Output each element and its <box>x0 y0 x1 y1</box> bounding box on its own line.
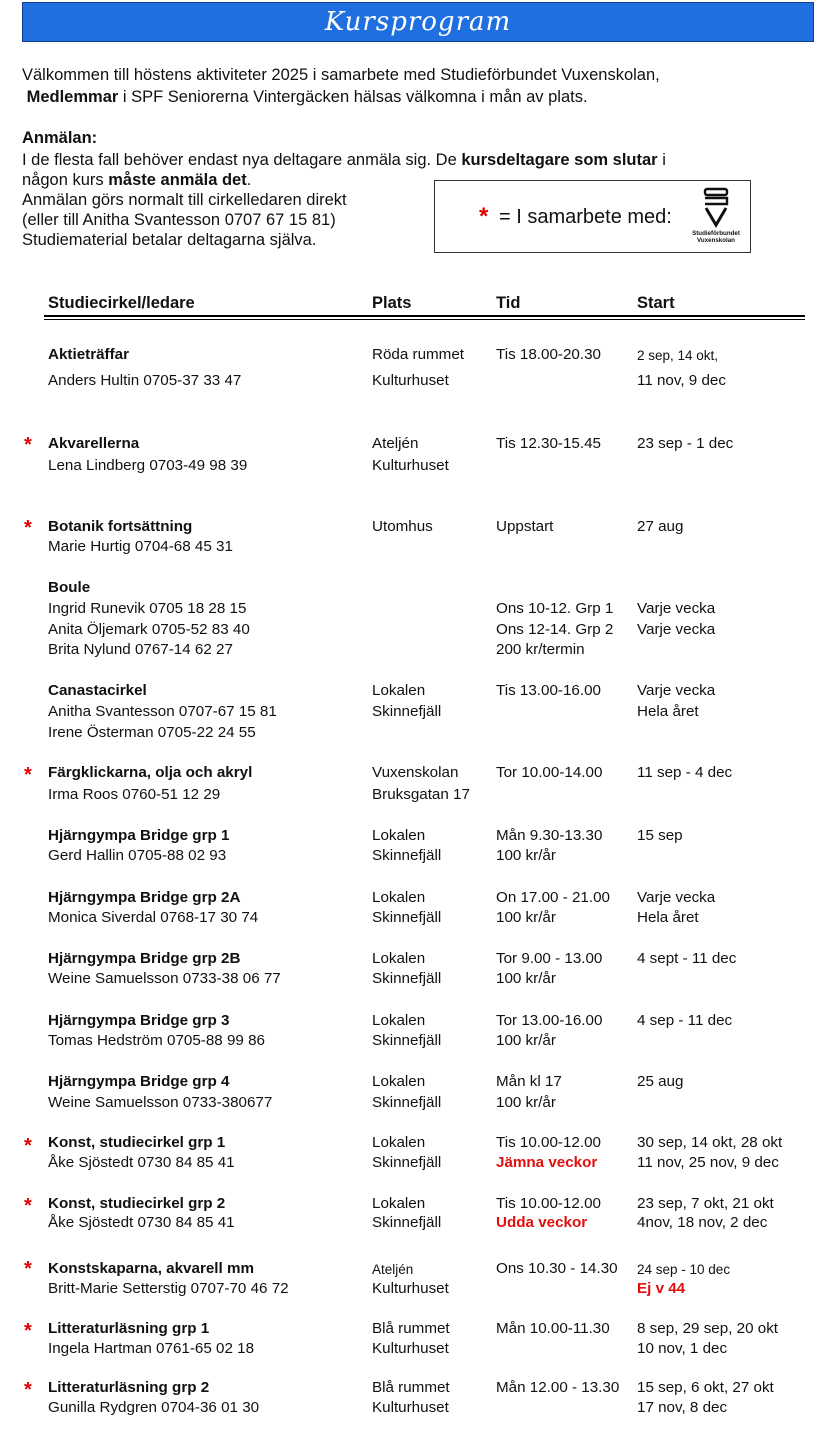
intro-members: Medlemmar <box>26 88 119 106</box>
column-header-start: Start <box>637 294 675 312</box>
course-leader: Gerd Hallin 0705-88 02 93 <box>48 847 227 864</box>
course-start-2: 4nov, 18 nov, 2 dec <box>637 1214 768 1231</box>
course-start-2: 11 nov, 9 dec <box>637 372 726 389</box>
course-place: Lokalen <box>372 889 426 906</box>
course-time: Ons 10.30 - 14.30 <box>496 1260 618 1277</box>
course-place-2: Skinnefjäll <box>372 1214 442 1231</box>
course-place-2: Skinnefjäll <box>372 1032 442 1049</box>
partner-star-icon: * <box>24 1320 32 1342</box>
course-place: Lokalen <box>372 1134 426 1151</box>
course-fee: 100 kr/år <box>496 1032 556 1049</box>
course-place-2: Skinnefjäll <box>372 1154 442 1171</box>
course-leader-2: Anita Öljemark 0705-52 83 40 <box>48 621 250 638</box>
course-time: Tis 13.00-16.00 <box>496 682 601 699</box>
course-start-2: Hela året <box>637 703 699 720</box>
studieforbundet-logo-icon <box>685 187 747 247</box>
course-leader: Anders Hultin 0705-37 33 47 <box>48 372 242 389</box>
registration-p1-a: I de flesta fall behöver endast nya deltagare anmäla sig. De <box>22 151 462 169</box>
course-place-2: Kulturhuset <box>372 457 449 474</box>
course-week-note: Udda veckor <box>496 1214 588 1231</box>
course-leader: Tomas Hedström 0705-88 99 86 <box>48 1032 265 1049</box>
course-place: Blå rummet <box>372 1379 450 1396</box>
course-name: Akvarellerna <box>48 435 140 452</box>
course-place-2: Kulturhuset <box>372 1280 449 1297</box>
course-place: Röda rummet <box>372 346 465 363</box>
course-place: Lokalen <box>372 1073 426 1090</box>
course-leader-3: Brita Nylund 0767-14 62 27 <box>48 641 233 658</box>
page-title: Kursprogram <box>324 7 512 37</box>
course-time-2: Ons 12-14. Grp 2 <box>496 621 614 638</box>
course-start: Varje vecka <box>637 889 716 906</box>
partner-star-icon: * <box>24 1195 32 1217</box>
course-time: Tis 12.30-15.45 <box>496 435 601 452</box>
course-start-2: 17 nov, 8 dec <box>637 1399 728 1416</box>
course-name: Konstskaparna, akvarell mm <box>48 1260 254 1277</box>
course-place-2: Kulturhuset <box>372 1340 449 1357</box>
course-leader: Ingrid Runevik 0705 18 28 15 <box>48 600 247 617</box>
registration-p1-b: kursdeltagare som slutar <box>461 151 658 169</box>
course-start-2: 10 nov, 1 dec <box>637 1340 728 1357</box>
logo-line-2: Vuxenskolan <box>697 237 735 244</box>
course-time: Mån kl 17 <box>496 1073 562 1090</box>
column-header-time: Tid <box>496 294 521 312</box>
course-fee: 100 kr/år <box>496 847 556 864</box>
partner-star-icon: * <box>24 1258 32 1280</box>
course-time: Uppstart <box>496 518 554 535</box>
course-start: Varje vecka <box>637 600 716 617</box>
course-leader: Britt-Marie Setterstig 0707-70 46 72 <box>48 1280 289 1297</box>
course-place-2: Skinnefjäll <box>372 970 442 987</box>
registration-heading: Anmälan: <box>22 129 98 147</box>
column-header-place: Plats <box>372 294 412 312</box>
course-start: 8 sep, 29 sep, 20 okt <box>637 1320 779 1337</box>
registration-p2-a: någon kurs <box>22 171 109 189</box>
course-name: Hjärngympa Bridge grp 1 <box>48 827 230 844</box>
course-start: 23 sep, 7 okt, 21 okt <box>637 1195 774 1212</box>
course-name: Färgklickarna, olja och akryl <box>48 764 253 781</box>
course-leader: Åke Sjöstedt 0730 84 85 41 <box>48 1154 235 1171</box>
course-place: Ateljén <box>372 1262 414 1277</box>
course-fee: 100 kr/år <box>496 970 556 987</box>
course-leader: Gunilla Rydgren 0704-36 01 30 <box>48 1399 260 1416</box>
course-start: 27 aug <box>637 518 684 535</box>
course-place: Lokalen <box>372 1012 426 1029</box>
course-place-2: Skinnefjäll <box>372 1094 442 1111</box>
registration-p3: Anmälan görs normalt till cirkelledaren direkt <box>22 191 347 209</box>
course-name: Hjärngympa Bridge grp 2A <box>48 889 241 906</box>
course-place: Ateljén <box>372 435 419 452</box>
partner-star-icon: * <box>24 1135 32 1157</box>
course-name: Hjärngympa Bridge grp 3 <box>48 1012 230 1029</box>
course-place: Lokalen <box>372 682 426 699</box>
course-time: Tis 18.00-20.30 <box>496 346 601 363</box>
course-leader: Weine Samuelsson 0733-380677 <box>48 1094 273 1111</box>
course-name: Konst, studiecirkel grp 1 <box>48 1134 226 1151</box>
course-start: 4 sep - 11 dec <box>637 1012 733 1029</box>
header-rule <box>44 315 805 317</box>
course-leader: Marie Hurtig 0704-68 45 31 <box>48 538 233 555</box>
course-name: Litteraturläsning grp 1 <box>48 1320 210 1337</box>
course-start: Varje vecka <box>637 682 716 699</box>
course-start: 15 sep <box>637 827 683 844</box>
partner-star-icon: * <box>24 517 32 539</box>
partner-star-icon: * <box>24 1379 32 1401</box>
course-place-2: Kulturhuset <box>372 372 449 389</box>
course-leader: Lena Lindberg 0703-49 98 39 <box>48 457 248 474</box>
course-leader-2: Irene Österman 0705-22 24 55 <box>48 724 256 741</box>
course-start-2: Varje vecka <box>637 621 716 638</box>
course-name: Konst, studiecirkel grp 2 <box>48 1195 226 1212</box>
course-leader: Weine Samuelsson 0733-38 06 77 <box>48 970 281 987</box>
course-time: Mån 9.30-13.30 <box>496 827 603 844</box>
course-name: Aktieträffar <box>48 346 130 363</box>
column-header-course: Studiecirkel/ledare <box>48 294 195 312</box>
registration-p2-c: . <box>246 171 252 189</box>
course-leader: Ingela Hartman 0761-65 02 18 <box>48 1340 255 1357</box>
partner-text: = I samarbete med: <box>499 206 672 228</box>
partner-box <box>434 180 751 253</box>
course-place-2: Skinnefjäll <box>372 909 442 926</box>
course-place-2: Skinnefjäll <box>372 847 442 864</box>
registration-p1 <box>22 150 712 170</box>
course-leader: Irma Roos 0760-51 12 29 <box>48 786 221 803</box>
course-place-2: Bruksgatan 17 <box>372 786 470 803</box>
course-place: Lokalen <box>372 1195 426 1212</box>
course-start: 15 sep, 6 okt, 27 okt <box>637 1379 774 1396</box>
course-time: Ons 10-12. Grp 1 <box>496 600 614 617</box>
course-time: Tor 9.00 - 13.00 <box>496 950 603 967</box>
course-name: Canastacirkel <box>48 682 147 699</box>
intro-text <box>22 64 802 108</box>
course-place: Utomhus <box>372 518 433 535</box>
course-time: Tor 13.00-16.00 <box>496 1012 603 1029</box>
course-leader: Anitha Svantesson 0707-67 15 81 <box>48 703 277 720</box>
intro-line-2 <box>22 86 802 108</box>
title-banner <box>22 2 814 42</box>
course-start: 23 sep - 1 dec <box>637 435 734 452</box>
course-place: Lokalen <box>372 950 426 967</box>
intro-line-1: Välkommen till höstens aktiviteter 2025 i samarbete med Studieförbundet Vuxenskolan, <box>22 66 660 84</box>
partner-star-icon: * <box>479 203 489 230</box>
logo-line-1: Studieförbundet <box>692 230 740 237</box>
course-time: On 17.00 - 21.00 <box>496 889 610 906</box>
course-time: Tis 10.00-12.00 <box>496 1195 601 1212</box>
course-start-2: Hela året <box>637 909 699 926</box>
course-week-note: Jämna veckor <box>496 1154 598 1171</box>
course-start: 30 sep, 14 okt, 28 okt <box>637 1134 783 1151</box>
registration-p4: (eller till Anitha Svantesson 0707 67 15 81) <box>22 211 336 229</box>
course-fee: 200 kr/termin <box>496 641 585 658</box>
course-place: Lokalen <box>372 827 426 844</box>
course-start: 24 sep - 10 dec <box>637 1262 731 1277</box>
course-name: Boule <box>48 579 91 596</box>
course-start: 11 sep - 4 dec <box>637 764 733 781</box>
course-exception: Ej v 44 <box>637 1280 686 1297</box>
course-time: Tis 10.00-12.00 <box>496 1134 601 1151</box>
course-leader: Monica Siverdal 0768-17 30 74 <box>48 909 259 926</box>
course-name: Botanik fortsättning <box>48 518 193 535</box>
course-fee: 100 kr/år <box>496 1094 556 1111</box>
course-start-2: 11 nov, 25 nov, 9 dec <box>637 1154 779 1171</box>
course-time: Mån 10.00-11.30 <box>496 1320 610 1337</box>
course-time: Tor 10.00-14.00 <box>496 764 603 781</box>
registration-p5: Studiematerial betalar deltagarna själva. <box>22 231 317 249</box>
course-name: Hjärngympa Bridge grp 4 <box>48 1073 230 1090</box>
course-place: Vuxenskolan <box>372 764 459 781</box>
course-place-2: Kulturhuset <box>372 1399 449 1416</box>
course-name: Litteraturläsning grp 2 <box>48 1379 210 1396</box>
course-fee: 100 kr/år <box>496 909 556 926</box>
course-name: Hjärngympa Bridge grp 2B <box>48 950 241 967</box>
course-place: Blå rummet <box>372 1320 450 1337</box>
partner-star-icon: * <box>24 434 32 456</box>
partner-star-icon: * <box>24 764 32 786</box>
intro-line-2-rest: i SPF Seniorerna Vintergäcken hälsas välkomna i mån av plats. <box>118 88 588 106</box>
course-leader: Åke Sjöstedt 0730 84 85 41 <box>48 1214 235 1231</box>
registration-p2-b: måste anmäla det <box>108 171 247 189</box>
registration-p1-c: i <box>657 151 666 169</box>
header-rule-thin <box>44 319 805 320</box>
course-place-2: Skinnefjäll <box>372 703 442 720</box>
course-start: 4 sept - 11 dec <box>637 950 737 967</box>
course-start: 25 aug <box>637 1073 684 1090</box>
course-start: 2 sep, 14 okt, <box>637 348 719 363</box>
course-time: Mån 12.00 - 13.30 <box>496 1379 620 1396</box>
